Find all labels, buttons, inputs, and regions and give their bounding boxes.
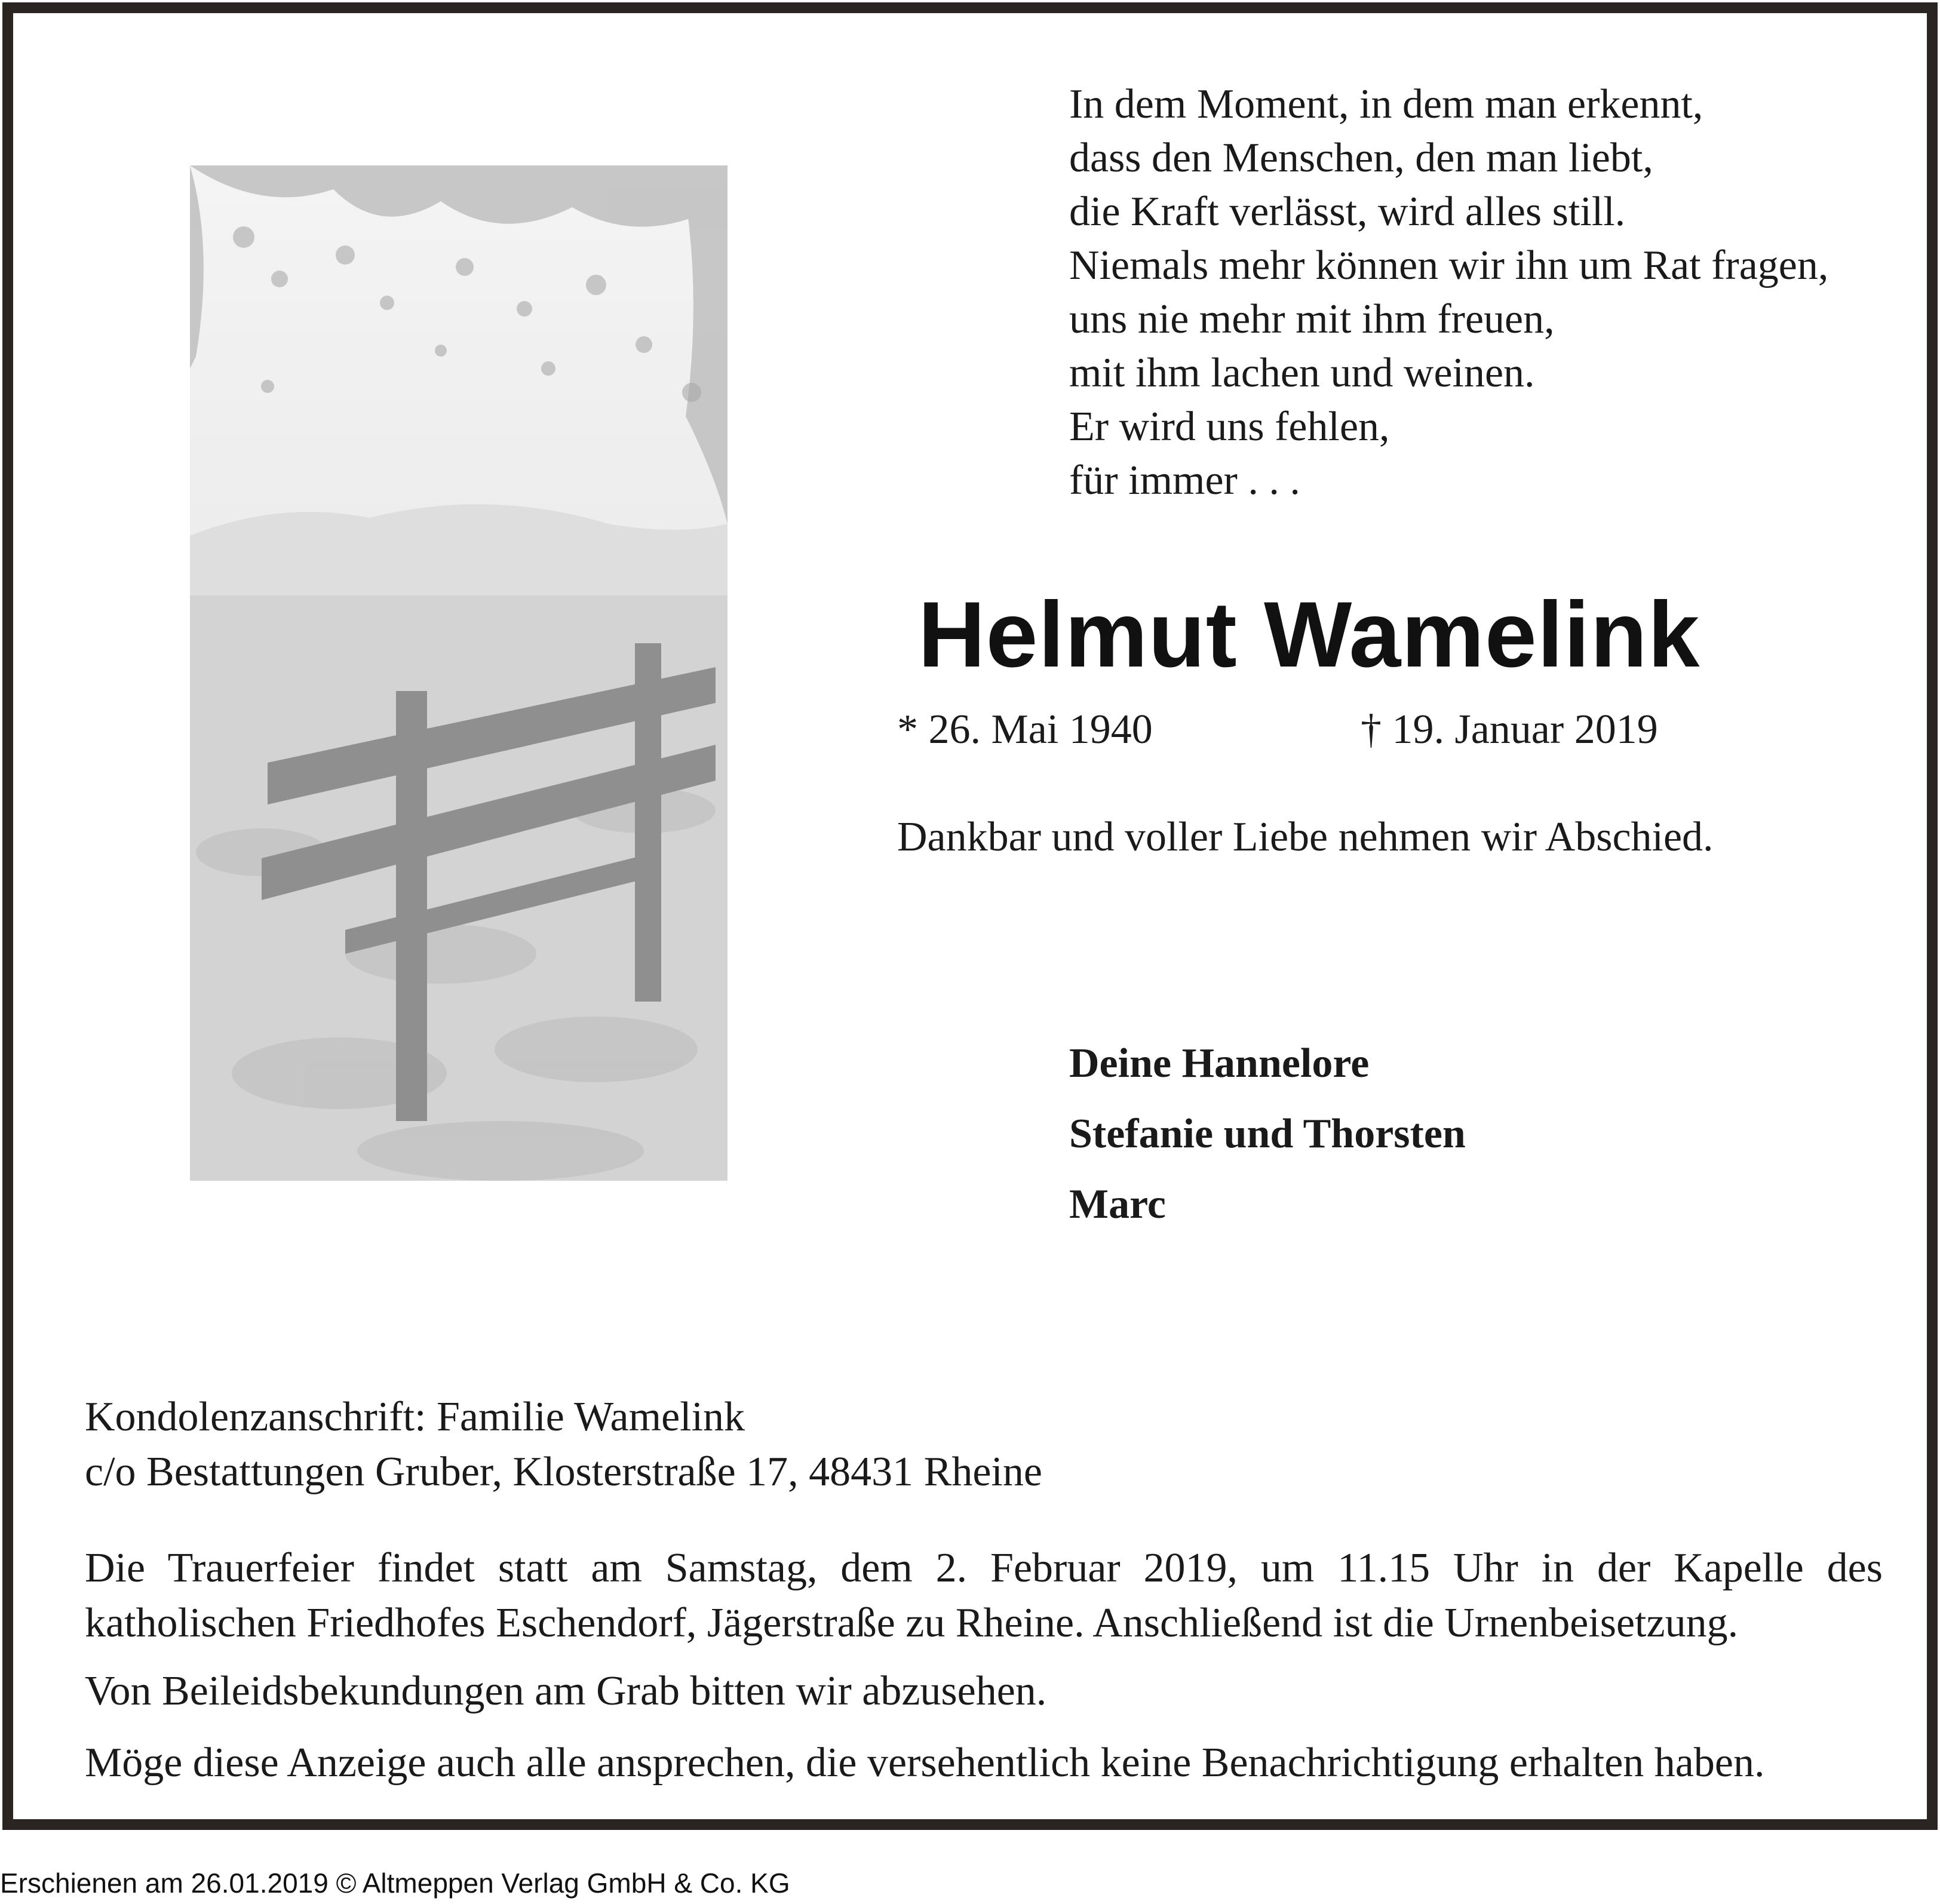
condolence-line: c/o Bestattungen Gruber, Klosterstraße 17, 48431 Rheine: [85, 1449, 1042, 1495]
mourner-name: Marc: [1069, 1181, 1166, 1227]
condolence-address: [85, 1390, 1042, 1500]
poem-line: für immer . . .: [1069, 457, 1300, 503]
poem-line: Er wird uns fehlen,: [1069, 404, 1390, 450]
birth-date: * 26. Mai 1940: [897, 707, 1153, 753]
obituary-frame: [2, 2, 1938, 1830]
death-date: † 19. Januar 2019: [1361, 707, 1658, 753]
mourner-name: Deine Hannelore: [1069, 1040, 1370, 1086]
mourners-list: [1069, 1028, 1466, 1240]
no-condolences-note: Von Beileidsbekundungen am Grab bitten wir abzusehen.: [85, 1668, 1047, 1714]
service-info: Die Trauerfeier findet statt am Samstag, dem 2. Februar 2019, um 11.15 Uhr in der Kapelle des katholischen Friedhofes Eschendorf, Jägerstraße zu Rheine. Anschließend ist die Urnenbeisetzung.: [85, 1545, 1883, 1646]
poem-line: Niemals mehr können wir ihn um Rat fragen,: [1069, 242, 1829, 288]
poem-line: die Kraft verlässt, wird alles still.: [1069, 189, 1626, 235]
poem: [1069, 78, 1828, 508]
poem-line: In dem Moment, in dem man erkennt,: [1069, 81, 1703, 127]
poem-line: mit ihm lachen und weinen.: [1069, 350, 1535, 396]
poem-line: dass den Menschen, den man liebt,: [1069, 135, 1653, 181]
condolence-line: Kondolenzanschrift: Familie Wamelink: [85, 1394, 745, 1440]
publication-footer: Erschienen am 26.01.2019 © Altmeppen Verlag GmbH & Co. KG: [0, 1868, 790, 1899]
poem-line: uns nie mehr mit ihm freuen,: [1069, 296, 1555, 342]
bench-landscape-photo: [190, 165, 728, 1181]
deceased-name: Helmut Wamelink: [918, 583, 1700, 687]
farewell-text: Dankbar und voller Liebe nehmen wir Abschied.: [897, 814, 1714, 860]
mourner-name: Stefanie und Thorsten: [1069, 1111, 1466, 1157]
notification-note: Möge diese Anzeige auch alle ansprechen, die versehentlich keine Benachrichtigung erhalten haben.: [85, 1740, 1765, 1786]
